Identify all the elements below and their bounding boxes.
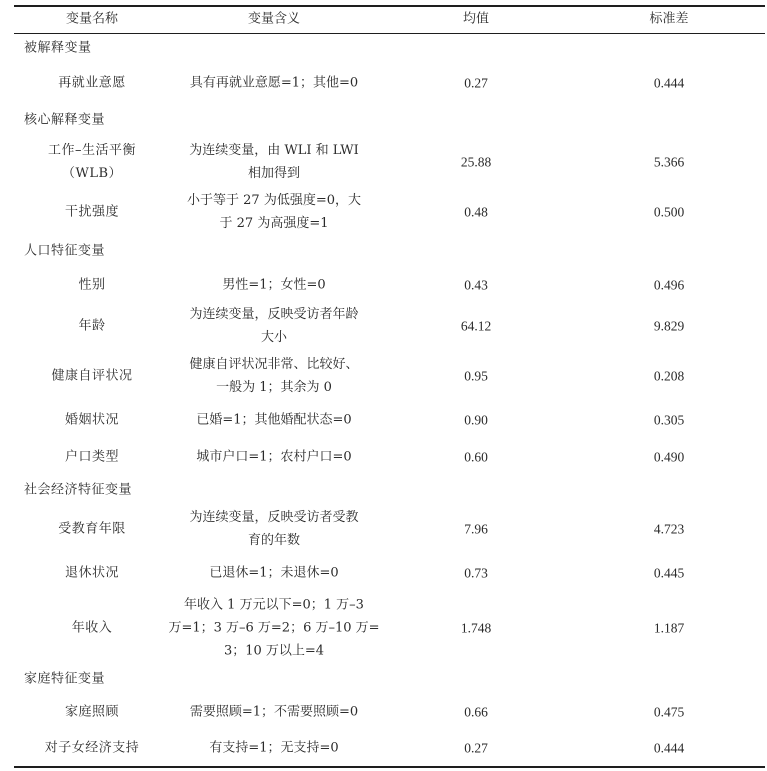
- variable-name-line: 年龄: [78, 318, 106, 334]
- variable-sd: 0.208: [653, 368, 685, 384]
- variable-name-line: 年收入: [71, 620, 113, 636]
- header-sd: 标准差: [649, 11, 689, 27]
- variable-mean: 0.27: [464, 740, 488, 756]
- variable-name-line: 健康自评状况: [51, 368, 133, 384]
- variable-name: [78, 274, 105, 297]
- variable-mean: 25.88: [460, 154, 492, 170]
- variable-sd: 0.496: [653, 277, 685, 293]
- variable-sd: 0.444: [653, 740, 685, 756]
- variable-meaning: [190, 72, 358, 95]
- variable-meaning-line: 为连续变量，反映受访者受教: [189, 510, 359, 525]
- variable-name: [48, 139, 136, 185]
- variable-sd: 0.490: [653, 449, 685, 465]
- variable-meaning-line: 小于等于 27 为低强度=0，大: [187, 193, 361, 208]
- variable-sd: 0.475: [653, 704, 685, 720]
- header-variable-name: 变量名称: [65, 11, 119, 27]
- variable-sd: 4.723: [653, 521, 685, 537]
- variable-meaning: [189, 303, 358, 349]
- variable-name-line: （WLB）: [61, 166, 123, 181]
- variable-name-line: 干扰强度: [64, 204, 120, 220]
- variable-meaning-line: 健康自评状况非常、比较好、: [189, 357, 359, 372]
- variable-meaning-line: 育的年数: [247, 533, 301, 548]
- variable-mean: 0.27: [464, 75, 488, 91]
- variable-mean: 0.90: [464, 412, 488, 428]
- variable-meaning-line: 为连续变量，反映受访者年龄: [189, 307, 359, 322]
- variable-sd: 0.500: [653, 204, 685, 220]
- variable-name: [58, 518, 126, 541]
- variable-meaning: [168, 594, 379, 663]
- variable-name: [65, 201, 119, 224]
- variable-mean: 1.748: [460, 620, 492, 636]
- variable-meaning-line: 相加得到: [247, 166, 300, 181]
- variable-sd: 0.305: [653, 412, 685, 428]
- table-bottom-rule: [14, 766, 765, 768]
- variable-meaning-line: 需要照顾=1；不需要照顾=0: [189, 704, 359, 720]
- variable-mean: 0.73: [464, 565, 488, 581]
- variable-meaning: [222, 274, 325, 297]
- table-header-rule: [14, 33, 765, 34]
- variable-meaning-line: 城市户口=1；农村户口=0: [196, 449, 352, 465]
- variable-meaning-line: 年收入 1 万元以下=0；1 万–3: [184, 597, 364, 613]
- variable-name-line: 退休状况: [64, 565, 120, 581]
- variable-name: [45, 737, 140, 760]
- variable-name: [72, 617, 113, 640]
- variable-meaning-line: 一般为 1；其余为 0: [216, 380, 332, 395]
- variable-meaning: [187, 189, 361, 235]
- variable-mean: 7.96: [464, 521, 488, 537]
- category-label: 人口特征变量: [24, 243, 106, 259]
- variable-name: [65, 446, 119, 469]
- variable-sd: 0.445: [653, 565, 685, 581]
- variable-mean: 0.43: [464, 277, 488, 293]
- category-label: 社会经济特征变量: [24, 482, 133, 498]
- variable-name-line: 婚姻状况: [64, 412, 120, 428]
- variable-meaning: [209, 737, 338, 760]
- variable-meaning: [209, 562, 338, 585]
- variable-mean: 0.48: [464, 204, 488, 220]
- variable-name-line: 家庭照顾: [64, 704, 120, 720]
- variable-sd: 1.187: [653, 620, 685, 636]
- variable-sd: 9.829: [653, 318, 685, 334]
- variable-meaning: [189, 139, 359, 185]
- variable-meaning-line: 已婚=1；其他婚配状态=0: [196, 412, 352, 428]
- header-variable-meaning: 变量含义: [247, 11, 301, 27]
- variable-meaning-line: 大小: [260, 330, 288, 345]
- category-label: 被解释变量: [24, 40, 92, 56]
- header-mean: 均值: [462, 11, 490, 27]
- category-label: 核心解释变量: [24, 112, 106, 128]
- variable-name-line: 再就业意愿: [58, 75, 126, 91]
- variable-meaning: [189, 353, 358, 399]
- variable-name: [78, 315, 105, 338]
- variable-name-line: 对子女经济支持: [44, 740, 140, 756]
- variable-meaning-line: 具有再就业意愿=1；其他=0: [189, 75, 359, 91]
- category-label: 家庭特征变量: [24, 671, 106, 687]
- variable-name-line: 工作–生活平衡: [47, 143, 137, 158]
- variable-meaning: [189, 506, 358, 552]
- variable-name: [65, 409, 119, 432]
- variable-mean: 0.60: [464, 449, 488, 465]
- variable-name-line: 性别: [78, 277, 106, 293]
- variable-meaning: [190, 701, 358, 724]
- variable-meaning: [196, 409, 351, 432]
- variable-sd: 0.444: [653, 75, 685, 91]
- variable-meaning-line: 于 27 为高强度=1: [219, 216, 329, 231]
- variable-name-line: 受教育年限: [58, 521, 126, 537]
- variable-mean: 0.95: [464, 368, 488, 384]
- variable-name: [58, 72, 126, 95]
- variable-sd: 5.366: [653, 154, 685, 170]
- variable-meaning-line: 有支持=1；无支持=0: [209, 740, 339, 756]
- variable-meaning: [196, 446, 351, 469]
- variable-meaning-line: 3；10 万以上=4: [223, 643, 325, 659]
- variable-meaning-line: 男性=1；女性=0: [222, 277, 326, 293]
- variable-name-line: 户口类型: [64, 449, 120, 465]
- variable-meaning-line: 万=1；3 万–6 万=2；6 万–10 万=: [168, 620, 380, 636]
- variable-mean: 64.12: [460, 318, 492, 334]
- variable-name: [65, 562, 119, 585]
- variable-name: [51, 365, 132, 388]
- variable-meaning-line: 为连续变量，由 WLI 和 LWI: [189, 143, 359, 158]
- variable-meaning-line: 已退休=1；未退休=0: [209, 565, 339, 581]
- variable-name: [65, 701, 119, 724]
- table-top-rule: [14, 5, 765, 7]
- variable-mean: 0.66: [464, 704, 488, 720]
